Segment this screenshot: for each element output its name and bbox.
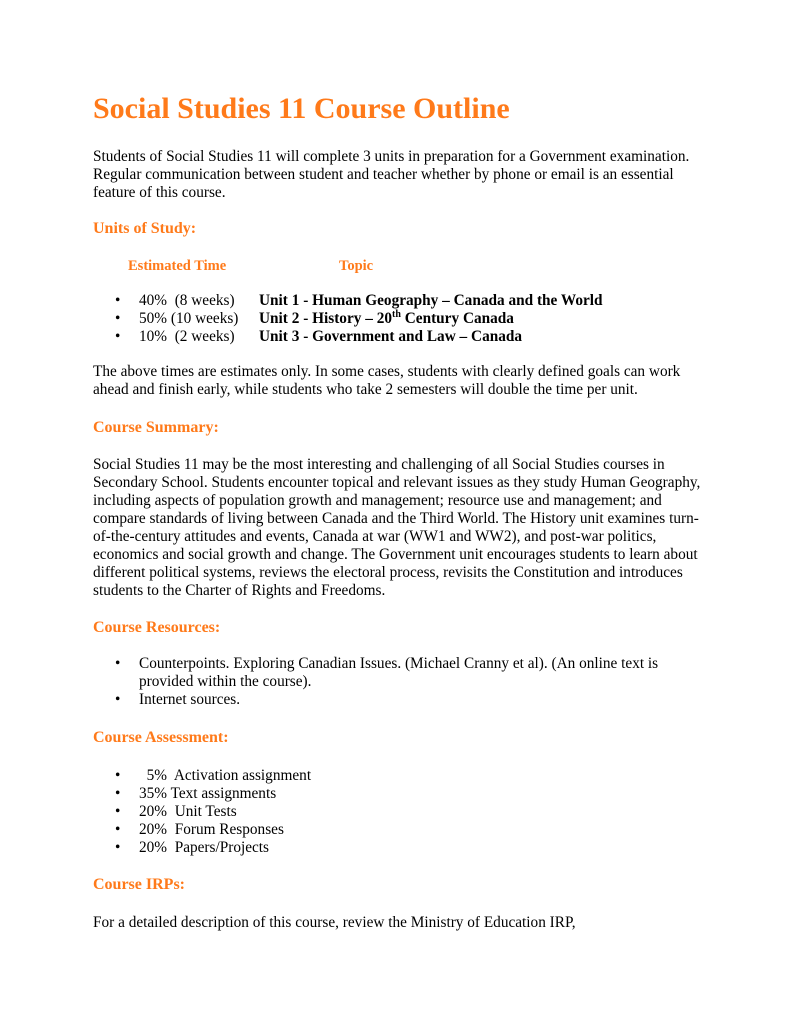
unit-topic: Unit 3 - Government and Law – Canada	[259, 328, 523, 345]
assessment-item	[93, 767, 311, 785]
bullet-icon: •	[115, 785, 121, 802]
resource-item	[93, 655, 713, 691]
bullet-icon: •	[115, 655, 121, 672]
bullet-icon: •	[115, 310, 121, 327]
bullet-icon: •	[115, 328, 121, 345]
bullet-icon: •	[115, 691, 121, 708]
resources-list	[93, 655, 713, 709]
unit-item-3	[93, 328, 603, 346]
assessment-list	[93, 767, 311, 857]
assessment-heading: Course Assessment:	[93, 729, 229, 746]
bullet-icon: •	[115, 839, 121, 856]
topic-column-header: Topic	[339, 258, 374, 274]
unit-topic-text: Unit 2 - History – 20	[259, 310, 392, 327]
summary-paragraph: Social Studies 11 may be the most interesting and challenging of all Social Studies courses in Secondary School. Students encounter topical and relevant issues as they study Human Geography, including aspects of population growth and management; resource use and management; and compare standards of living between Canada and the Third World. The History unit examines turn-of-the-century attitudes and events, Canada at war (WW1 and WW2), and post-war politics, economics and social growth and change. The Government unit encourages students to learn about different political systems, reviews the electoral process, revisits the Constitution and introduces students to the Charter of Rights and Freedoms.	[93, 456, 701, 599]
unit-time: 50% (10 weeks)	[139, 310, 239, 327]
unit-item-2	[93, 310, 603, 328]
assessment-item	[93, 821, 311, 839]
unit-topic: Unit 1 - Human Geography – Canada and the World	[259, 292, 603, 309]
assessment-text: 20% Papers/Projects	[139, 839, 270, 856]
units-heading: Units of Study:	[93, 220, 197, 237]
units-list	[93, 292, 603, 346]
unit-topic-superscript: th	[392, 308, 401, 320]
bullet-icon: •	[115, 767, 121, 784]
assessment-item	[93, 785, 311, 803]
assessment-item	[93, 803, 311, 821]
resource-text: Internet sources.	[139, 691, 241, 708]
assessment-text: 20% Unit Tests	[139, 803, 237, 820]
irps-heading: Course IRPs:	[93, 876, 185, 893]
bullet-icon: •	[115, 821, 121, 838]
assessment-text: 20% Forum Responses	[139, 821, 284, 838]
estimated-time-column-header: Estimated Time	[128, 258, 227, 274]
resources-heading: Course Resources:	[93, 619, 221, 636]
page-title: Social Studies 11 Course Outline	[93, 92, 510, 125]
units-note-paragraph: The above times are estimates only. In some cases, students with clearly defined goals can work ahead and finish early, while students who take 2 semesters will double the time per unit.	[93, 363, 681, 398]
summary-heading: Course Summary:	[93, 419, 219, 436]
resource-text: Counterpoints. Exploring Canadian Issues. (Michael Cranny et al). (An online text is provided within the course).	[139, 655, 659, 690]
unit-item-1	[93, 292, 603, 310]
bullet-icon: •	[115, 292, 121, 309]
resource-item	[93, 691, 713, 709]
irps-paragraph: For a detailed description of this course, review the Ministry of Education IRP,	[93, 914, 576, 931]
assessment-text: 5% Activation assignment	[139, 767, 312, 784]
assessment-text: 35% Text assignments	[139, 785, 277, 802]
intro-paragraph: Students of Social Studies 11 will complete 3 units in preparation for a Government examination. Regular communication between student and teacher whether by phone or email is an essential feature of this course.	[93, 148, 690, 201]
unit-topic	[259, 310, 514, 327]
bullet-icon: •	[115, 803, 121, 820]
unit-time: 40% (8 weeks)	[139, 292, 235, 309]
unit-time: 10% (2 weeks)	[139, 328, 235, 345]
unit-topic-text-end: Century Canada	[400, 310, 514, 327]
assessment-item	[93, 839, 311, 857]
